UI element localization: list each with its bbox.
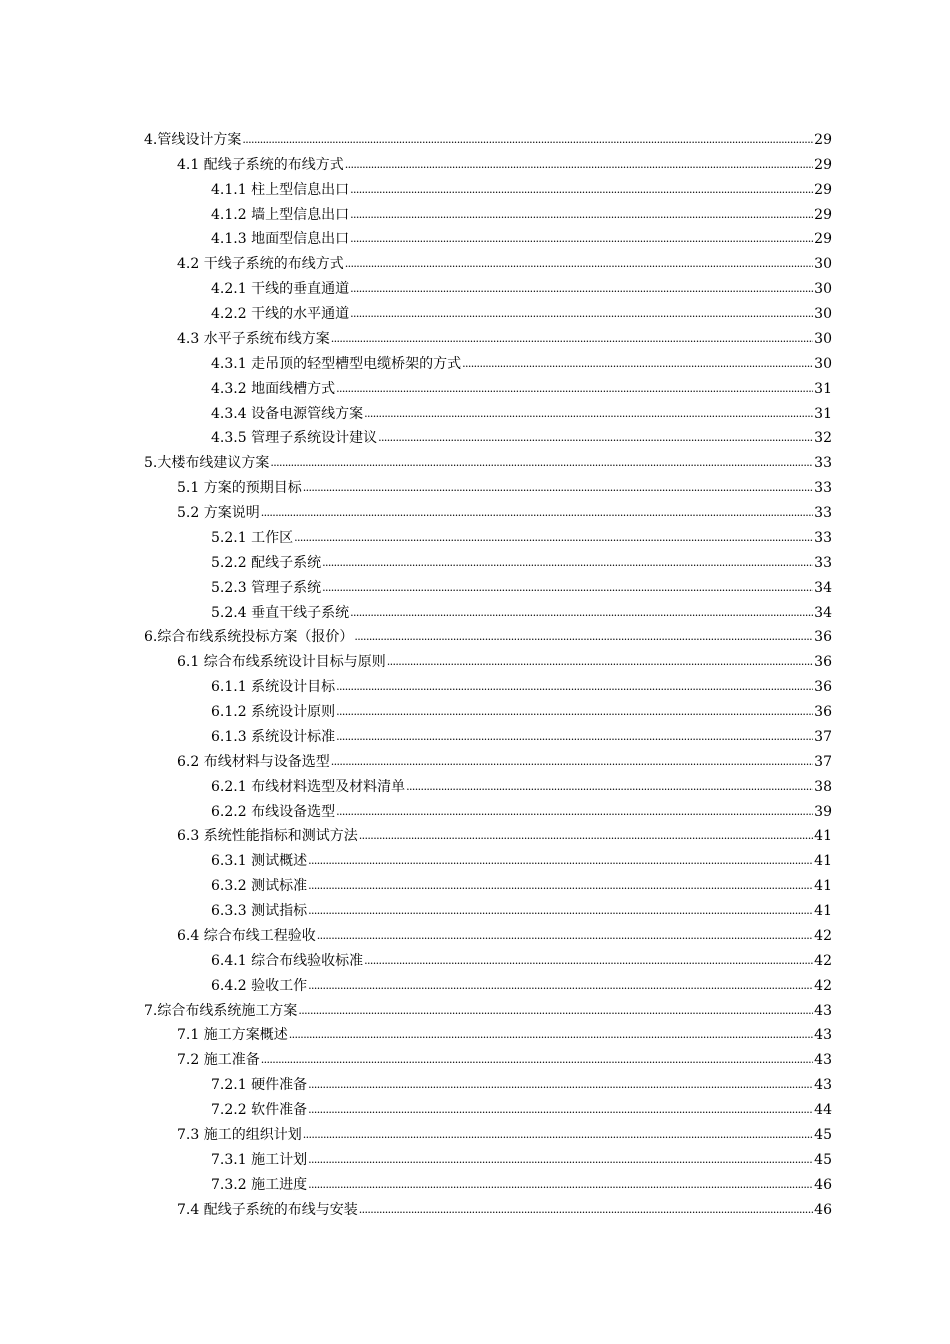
toc-entry[interactable] [0, 1144, 950, 1169]
toc-entry-title: 5.2.3 管理子系统 [211, 579, 322, 596]
toc-dot-leader [350, 307, 813, 321]
toc-page-number: 30 [814, 330, 832, 347]
toc-entry-title: 5.1 方案的预期目标 [177, 480, 302, 497]
toc-entry[interactable] [0, 572, 950, 597]
toc-entry-title: 4.1 配线子系统的布线方式 [177, 156, 344, 173]
toc-dot-leader [345, 158, 813, 172]
toc-entry-title: 6.3.1 测试概述 [211, 853, 308, 870]
toc-page-number: 44 [814, 1102, 832, 1118]
toc-entry-title: 4.3.2 地面线槽方式 [211, 380, 336, 397]
toc-entry[interactable] [0, 174, 950, 199]
toc-entry-title: 6.4.1 综合布线验收标准 [211, 952, 364, 969]
toc-dot-leader [322, 581, 813, 595]
toc-entry-title: 6.4 综合布线工程验收 [177, 927, 316, 944]
toc-page-number: 36 [814, 629, 832, 646]
toc-page-number: 42 [814, 927, 832, 944]
toc-entry[interactable] [0, 273, 950, 298]
toc-entry-title: 6.2 布线材料与设备选型 [177, 753, 330, 770]
toc-entry[interactable] [0, 920, 950, 945]
table-of-contents [0, 124, 950, 1219]
toc-page-number: 34 [814, 604, 832, 621]
toc-entry-title: 6.1.3 系统设计标准 [211, 728, 336, 745]
toc-entry-title: 4.1.2 墙上型信息出口 [211, 206, 350, 223]
toc-page-number: 30 [814, 306, 832, 322]
toc-dot-leader [364, 407, 813, 421]
toc-entry[interactable] [0, 995, 950, 1020]
toc-entry[interactable] [0, 447, 950, 472]
toc-entry[interactable] [0, 423, 950, 448]
toc-entry-title: 7.3.1 施工计划 [211, 1151, 308, 1168]
toc-entry-title: 6.3.3 测试指标 [211, 903, 308, 919]
toc-entry-title: 4.2 干线子系统的布线方式 [177, 256, 344, 273]
toc-dot-leader [308, 1153, 813, 1167]
toc-entry-title: 6.3 系统性能指标和测试方法 [177, 828, 358, 845]
toc-page-number: 42 [814, 952, 832, 969]
toc-entry[interactable] [0, 1169, 950, 1194]
toc-page-number: 29 [814, 181, 832, 198]
toc-entry[interactable] [0, 646, 950, 671]
toc-entry-title: 4.1.1 柱上型信息出口 [211, 181, 350, 198]
toc-entry-title: 4.2.1 干线的垂直通道 [211, 281, 350, 298]
toc-dot-leader [317, 929, 813, 943]
toc-dot-leader [308, 1078, 813, 1092]
toc-page-number: 42 [814, 977, 832, 994]
toc-dot-leader [308, 879, 813, 893]
toc-entry-title: 4.3 水平子系统布线方案 [177, 330, 330, 347]
toc-dot-leader [294, 531, 813, 545]
toc-entry-title: 6.2.2 布线设备选型 [211, 803, 336, 820]
toc-entry-title: 5.2.2 配线子系统 [211, 554, 322, 571]
toc-entry-title: 5.2.1 工作区 [211, 529, 294, 546]
toc-entry[interactable] [0, 1044, 950, 1069]
toc-entry[interactable] [0, 199, 950, 224]
toc-page-number: 39 [814, 803, 832, 820]
toc-entry[interactable] [0, 796, 950, 821]
toc-dot-leader [298, 1004, 813, 1018]
toc-dot-leader [322, 556, 813, 570]
toc-page-number: 37 [814, 753, 832, 770]
toc-entry-title: 7.1 施工方案概述 [177, 1027, 288, 1044]
toc-dot-leader [270, 456, 813, 470]
toc-entry-title: 6.3.2 测试标准 [211, 878, 308, 895]
toc-entry[interactable] [0, 746, 950, 771]
toc-dot-leader [308, 854, 813, 868]
toc-entry[interactable] [0, 671, 950, 696]
toc-page-number: 38 [814, 778, 832, 795]
toc-dot-leader [336, 382, 813, 396]
toc-dot-leader [462, 357, 813, 371]
toc-entry[interactable] [0, 771, 950, 796]
toc-page-number: 41 [814, 853, 832, 870]
toc-entry-title: 5.2 方案说明 [177, 505, 260, 521]
toc-entry-title: 4.3.5 管理子系统设计建议 [211, 430, 378, 447]
toc-page-number: 46 [814, 1176, 832, 1193]
toc-page-number: 29 [814, 156, 832, 173]
toc-entry-title: 4.1.3 地面型信息出口 [211, 231, 350, 248]
toc-entry[interactable] [0, 622, 950, 647]
toc-page-number: 36 [814, 679, 832, 696]
toc-dot-leader [354, 630, 813, 644]
toc-dot-leader [336, 730, 813, 744]
toc-page-number: 45 [814, 1151, 832, 1168]
toc-dot-leader [261, 506, 813, 520]
toc-dot-leader [350, 183, 813, 197]
toc-page-number: 43 [814, 1052, 832, 1069]
toc-page-number: 32 [814, 430, 832, 447]
toc-entry[interactable] [0, 895, 950, 920]
toc-dot-leader [350, 208, 813, 222]
toc-entry-title: 6.1.1 系统设计目标 [211, 679, 336, 696]
toc-dot-leader [308, 979, 813, 993]
toc-entry[interactable] [0, 845, 950, 870]
toc-entry[interactable] [0, 149, 950, 174]
toc-entry-title: 7.4 配线子系统的布线与安装 [177, 1201, 358, 1218]
toc-page-number: 43 [814, 1002, 832, 1019]
toc-dot-leader [289, 1028, 813, 1042]
toc-dot-leader [350, 232, 813, 246]
toc-entry[interactable] [0, 1020, 950, 1045]
toc-page-number: 41 [814, 903, 832, 919]
toc-page-number: 30 [814, 281, 832, 298]
toc-page-number: 36 [814, 654, 832, 671]
toc-entry[interactable] [0, 721, 950, 746]
toc-dot-leader [303, 481, 813, 495]
toc-entry-title: 7.3 施工的组织计划 [177, 1126, 302, 1143]
toc-entry[interactable] [0, 224, 950, 249]
toc-entry-title: 6.综合布线系统投标方案（报价） [144, 629, 354, 646]
toc-entry-title: 6.1 综合布线系统设计目标与原则 [177, 654, 386, 671]
toc-entry[interactable] [0, 522, 950, 547]
toc-page-number: 33 [814, 554, 832, 571]
toc-entry[interactable] [0, 323, 950, 348]
toc-dot-leader [308, 1178, 813, 1192]
toc-page-number: 41 [814, 828, 832, 845]
toc-page-number: 43 [814, 1077, 832, 1094]
toc-dot-leader [350, 606, 813, 620]
toc-dot-leader [364, 954, 813, 968]
toc-page-number: 31 [814, 405, 832, 422]
toc-page-number: 29 [814, 131, 832, 148]
toc-dot-leader [336, 680, 813, 694]
toc-dot-leader [359, 829, 813, 843]
toc-dot-leader [336, 705, 813, 719]
toc-entry-title: 4.3.4 设备电源管线方案 [211, 405, 364, 422]
toc-page-number: 46 [814, 1201, 832, 1218]
toc-entry[interactable] [0, 248, 950, 273]
toc-entry[interactable] [0, 124, 950, 149]
toc-entry-title: 7.2.1 硬件准备 [211, 1077, 308, 1094]
toc-page-number: 43 [814, 1027, 832, 1044]
toc-page-number: 33 [814, 480, 832, 497]
toc-entry[interactable] [0, 821, 950, 846]
toc-entry-title: 7.2 施工准备 [177, 1052, 260, 1069]
toc-entry-title: 6.4.2 验收工作 [211, 977, 308, 994]
toc-entry-title: 7.2.2 软件准备 [211, 1102, 308, 1118]
toc-entry-title: 4.管线设计方案 [144, 131, 242, 148]
toc-page-number: 31 [814, 380, 832, 397]
toc-page-number: 33 [814, 505, 832, 521]
toc-dot-leader [303, 1128, 813, 1142]
toc-page-number: 45 [814, 1126, 832, 1143]
toc-dot-leader [308, 904, 813, 918]
toc-dot-leader [261, 1053, 813, 1067]
toc-entry[interactable] [0, 547, 950, 572]
toc-dot-leader [350, 282, 813, 296]
toc-dot-leader [387, 655, 813, 669]
toc-entry[interactable] [0, 870, 950, 895]
toc-entry-title: 5.大楼布线建议方案 [144, 455, 270, 472]
toc-entry-title: 7.综合布线系统施工方案 [144, 1002, 298, 1019]
toc-page-number: 30 [814, 256, 832, 273]
toc-dot-leader [331, 755, 813, 769]
toc-page-number: 29 [814, 231, 832, 248]
toc-entry[interactable] [0, 945, 950, 970]
toc-entry[interactable] [0, 970, 950, 995]
toc-page-number: 34 [814, 579, 832, 596]
toc-entry-title: 5.2.4 垂直干线子系统 [211, 604, 350, 621]
toc-entry-title: 4.2.2 干线的水平通道 [211, 306, 350, 322]
toc-entry[interactable] [0, 472, 950, 497]
toc-entry-title: 6.2.1 布线材料选型及材料清单 [211, 778, 406, 795]
toc-entry[interactable] [0, 1194, 950, 1219]
toc-page-number: 30 [814, 355, 832, 372]
toc-dot-leader [406, 780, 813, 794]
toc-page-number: 29 [814, 206, 832, 223]
toc-entry-title: 6.1.2 系统设计原则 [211, 704, 336, 720]
toc-entry[interactable] [0, 696, 950, 721]
toc-page-number: 36 [814, 704, 832, 720]
toc-entry[interactable] [0, 497, 950, 522]
toc-entry[interactable] [0, 597, 950, 622]
toc-dot-leader [359, 1203, 813, 1217]
toc-dot-leader [336, 805, 813, 819]
toc-dot-leader [308, 1103, 813, 1117]
toc-entry[interactable] [0, 1069, 950, 1094]
toc-entry[interactable] [0, 373, 950, 398]
toc-page-number: 33 [814, 529, 832, 546]
toc-dot-leader [331, 332, 813, 346]
toc-page-number: 41 [814, 878, 832, 895]
toc-entry-title: 7.3.2 施工进度 [211, 1176, 308, 1193]
toc-dot-leader [378, 431, 813, 445]
toc-page-number: 33 [814, 455, 832, 472]
toc-entry[interactable] [0, 348, 950, 373]
toc-entry[interactable] [0, 1094, 950, 1119]
toc-page-number: 37 [814, 728, 832, 745]
toc-entry-title: 4.3.1 走吊顶的轻型槽型电缆桥架的方式 [211, 355, 462, 372]
toc-entry[interactable] [0, 298, 950, 323]
toc-dot-leader [345, 257, 813, 271]
toc-dot-leader [242, 133, 813, 147]
toc-entry[interactable] [0, 1119, 950, 1144]
toc-entry[interactable] [0, 398, 950, 423]
